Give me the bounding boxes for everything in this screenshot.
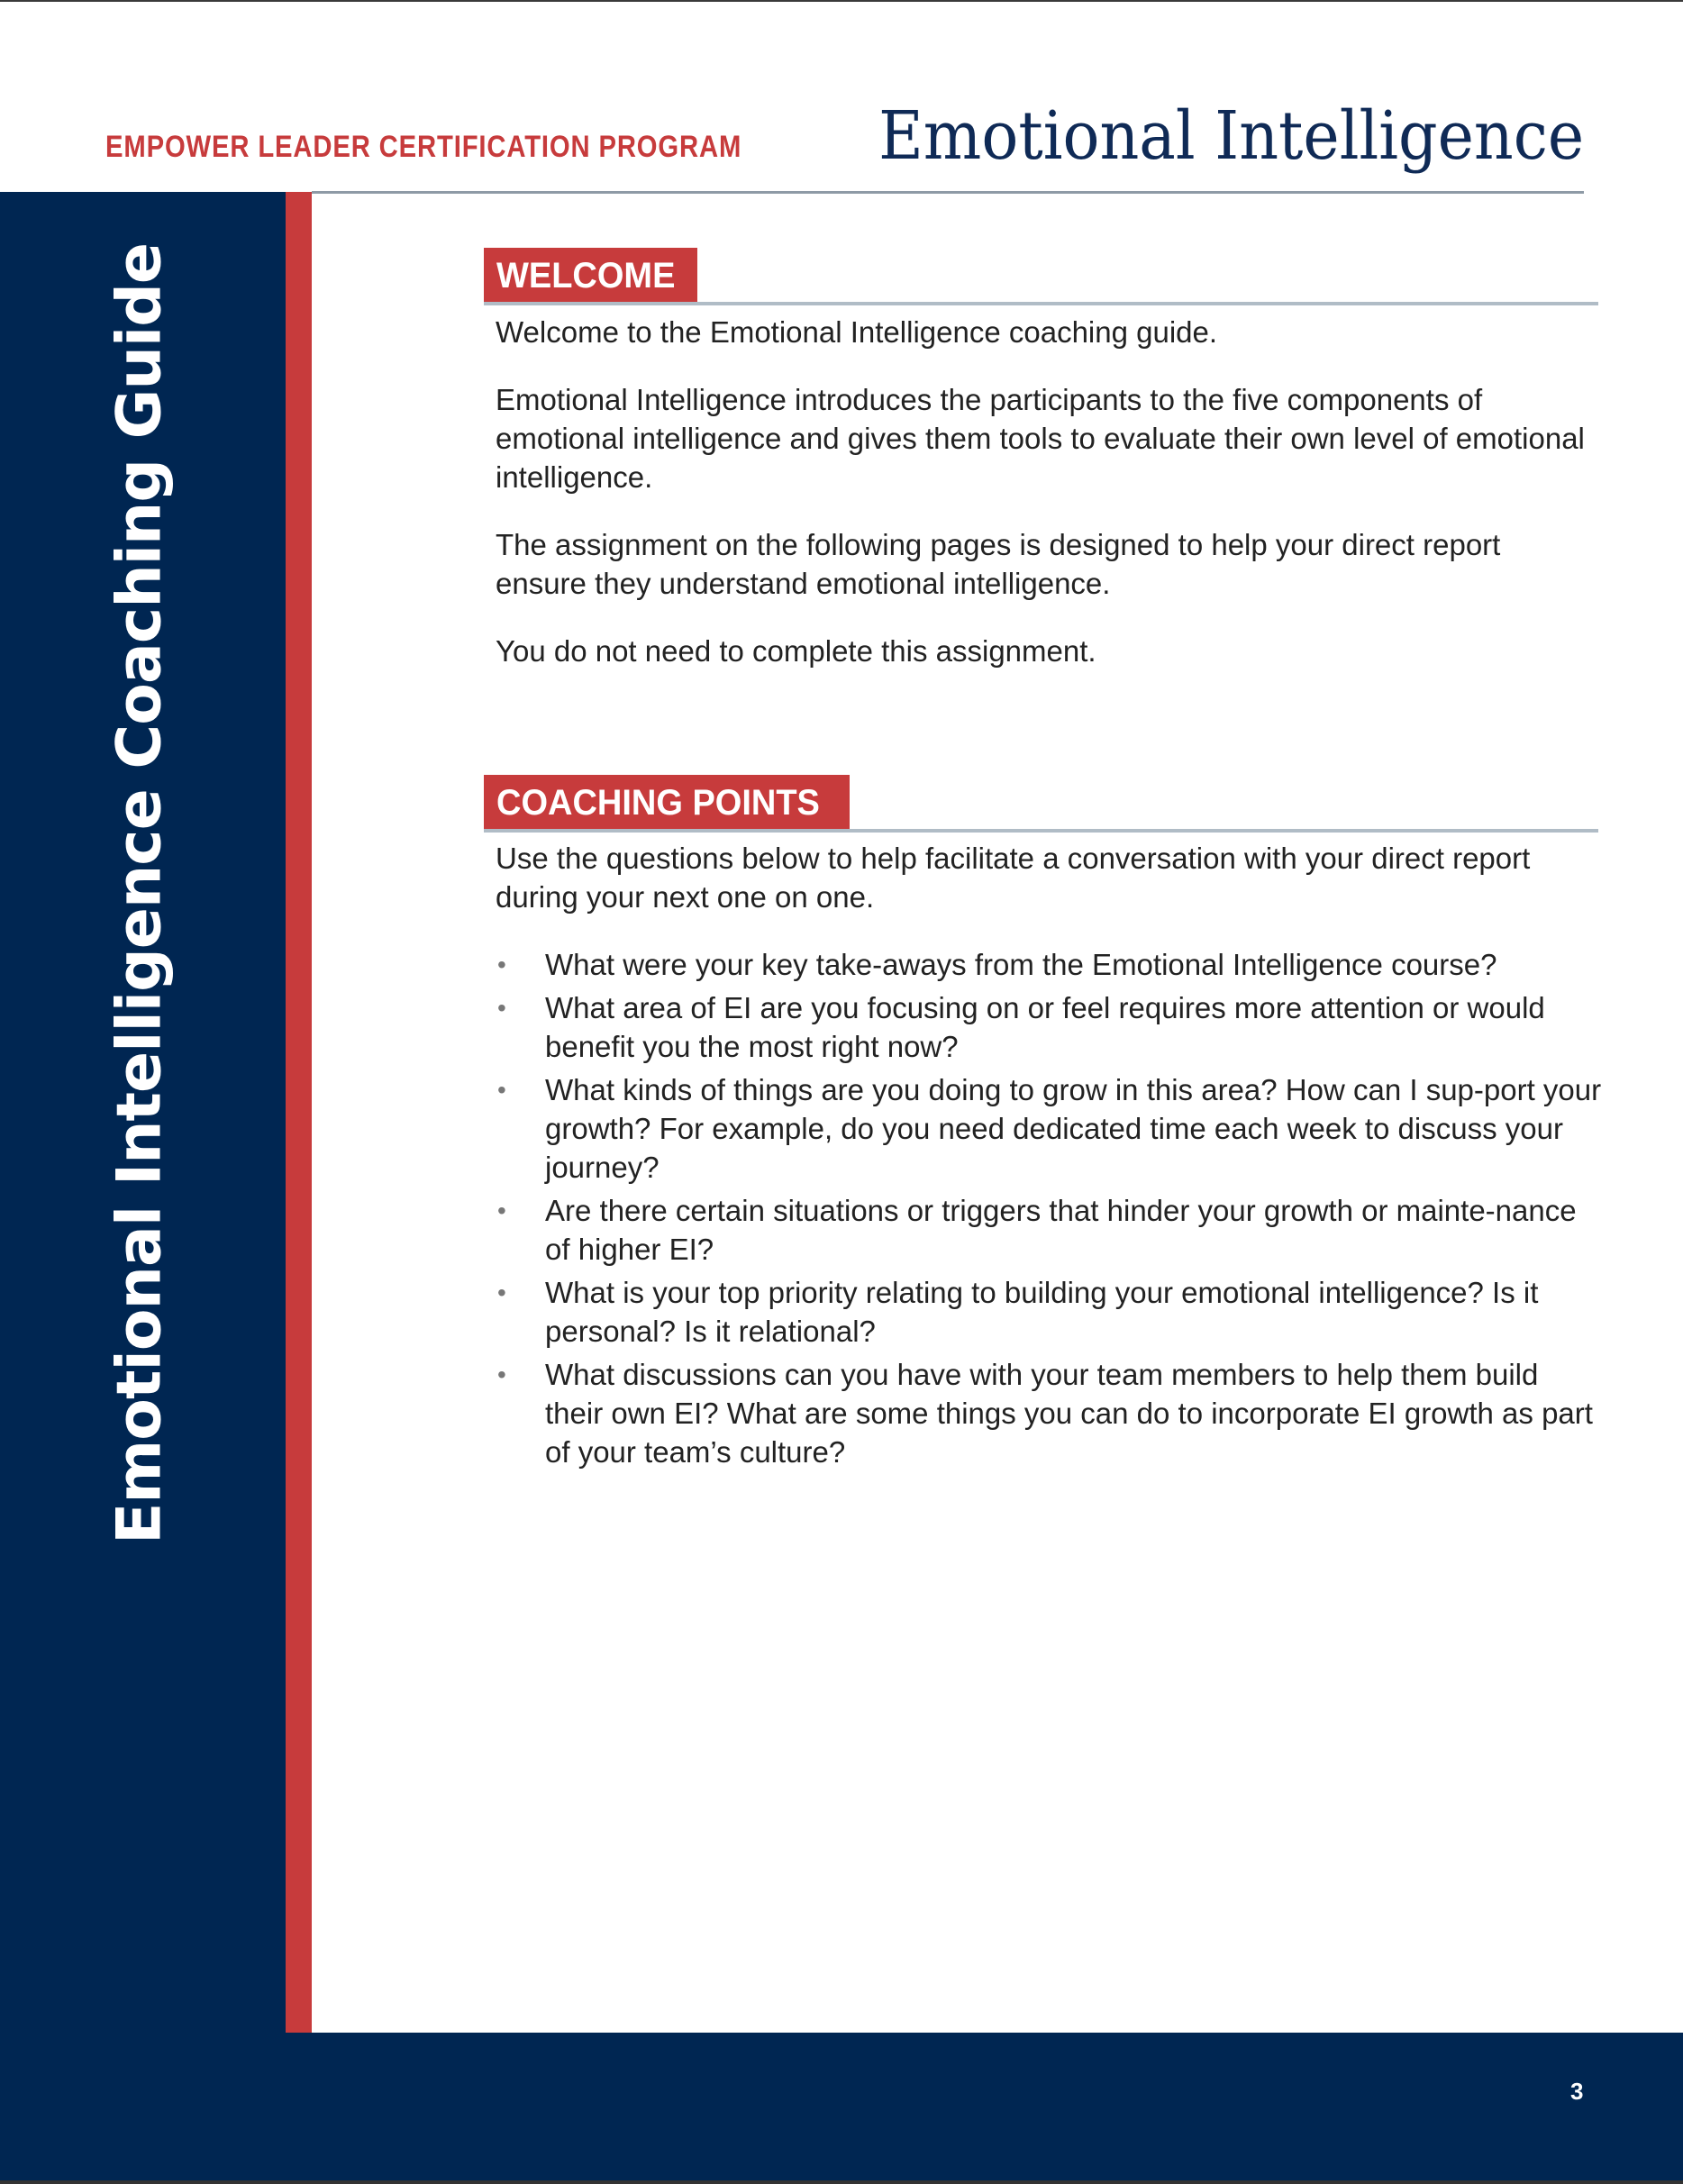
coaching-heading — [484, 775, 850, 831]
page-number: 3 — [1570, 2078, 1584, 2105]
list-item — [496, 1273, 1604, 1351]
bullet-icon: • — [497, 1076, 506, 1104]
bullet-icon: • — [497, 1279, 506, 1306]
welcome-body — [496, 313, 1586, 699]
question-text: Are there certain situations or triggers that hinder your growth or mainte-nance of higher EI? — [545, 1194, 1577, 1266]
list-item — [496, 1070, 1604, 1187]
question-text: What is your top priority relating to building your emotional intelligence? Is it personal? Is it relational? — [545, 1276, 1539, 1348]
question-text: What kinds of things are you doing to grow in this area? How can I sup-port your growth? For example, do you need dedicated time each week to discuss your journey? — [545, 1073, 1602, 1184]
header-divider — [312, 191, 1584, 194]
sidebar-accent-bar — [286, 192, 312, 2033]
coaching-questions-list — [496, 945, 1604, 1476]
question-text: What were your key take-aways from the Emotional Intelligence course? — [545, 948, 1497, 981]
coaching-divider — [484, 829, 1598, 833]
question-text: What area of EI are you focusing on or feel requires more attention or would benefit you the most right now? — [545, 991, 1545, 1063]
list-item — [496, 988, 1604, 1066]
welcome-heading — [484, 248, 697, 304]
bullet-icon: • — [497, 994, 506, 1022]
welcome-paragraph: The assignment on the following pages is designed to help your direct report ensure they understand emotional intelligence. — [496, 528, 1501, 600]
welcome-paragraph: Emotional Intelligence introduces the participants to the five components of emotional intelligence and gives them tools to evaluate their own level of emotional intelligence. — [496, 383, 1585, 494]
top-border — [0, 0, 1683, 2]
list-item — [496, 945, 1604, 984]
coaching-intro-block — [496, 839, 1586, 945]
coaching-heading-text: COACHING POINTS — [496, 783, 820, 823]
bottom-border — [0, 2180, 1683, 2184]
program-name: EMPOWER LEADER CERTIFICATION PROGRAM — [105, 130, 742, 164]
list-item — [496, 1191, 1604, 1269]
sidebar-title-container — [86, 242, 194, 1545]
welcome-paragraph: You do not need to complete this assignment. — [496, 634, 1096, 668]
list-item — [496, 1355, 1604, 1471]
page-title: Emotional Intelligence — [878, 97, 1584, 175]
bullet-icon: • — [497, 1197, 506, 1224]
bullet-icon: • — [497, 1360, 506, 1388]
question-text: What discussions can you have with your team members to help them build their own EI? What are some things you can do to incorporate EI growth as part of your team’s culture? — [545, 1358, 1593, 1469]
bullet-icon: • — [497, 951, 506, 978]
welcome-paragraph: Welcome to the Emotional Intelligence coaching guide. — [496, 315, 1218, 349]
footer-band — [0, 2033, 1683, 2180]
coaching-intro: Use the questions below to help facilitate a conversation with your direct report during your next one on one. — [496, 842, 1531, 914]
welcome-divider — [484, 302, 1598, 305]
sidebar-vertical-title: Emotional Intelligence Coaching Guide — [104, 242, 176, 1545]
welcome-heading-text: WELCOME — [496, 256, 676, 296]
